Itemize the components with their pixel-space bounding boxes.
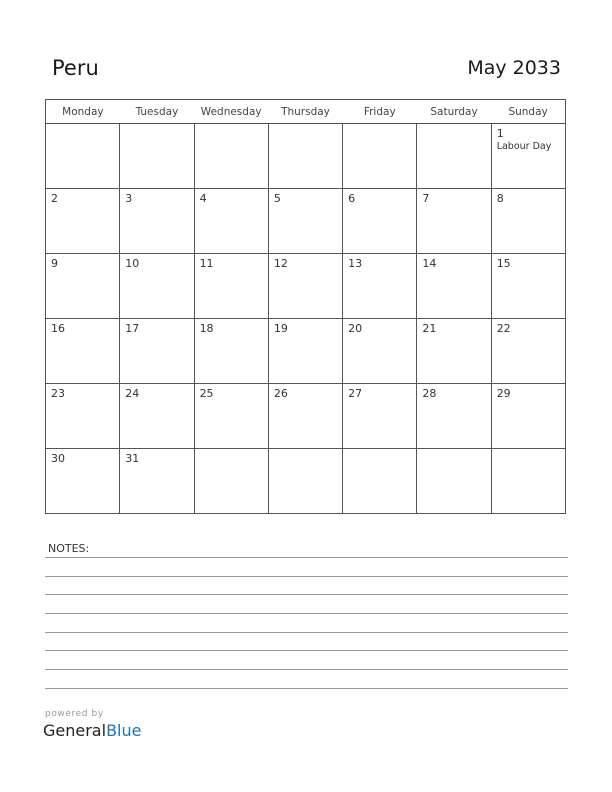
day-cell [268,449,342,514]
note-line [45,669,568,670]
day-cell [491,449,565,514]
country-title: Peru [52,56,99,80]
weekday-header: Saturday [417,100,491,124]
day-cell [120,124,194,189]
day-number: 1 [496,127,504,140]
day-number: 22 [496,322,511,335]
week-row [46,384,566,449]
day-number: 14 [422,257,437,270]
powered-by-text: powered by [45,709,104,719]
brand-blue: Blue [106,721,142,740]
day-cell [343,254,417,319]
day-cell [491,254,565,319]
day-cell [194,254,268,319]
weekday-header: Tuesday [120,100,194,124]
day-cell [46,384,120,449]
day-cell [194,384,268,449]
day-number: 30 [51,452,65,465]
day-cell [491,189,565,254]
day-cell [268,189,342,254]
note-line [45,650,568,651]
day-cell [194,124,268,189]
day-cell [491,319,565,384]
weekday-header: Thursday [268,100,342,124]
day-cell [343,384,417,449]
day-cell [417,384,491,449]
day-cell [417,449,491,514]
note-line [45,594,568,595]
day-number: 23 [51,387,65,400]
month-year-title: May 2033 [467,57,561,79]
weekday-header-row [46,100,566,124]
day-number: 9 [51,257,58,270]
day-number: 25 [199,387,214,400]
day-cell [46,189,120,254]
day-cell [417,189,491,254]
day-cell [268,319,342,384]
day-cell [343,449,417,514]
day-number: 11 [199,257,214,270]
day-number: 5 [273,192,281,205]
note-line [45,576,568,577]
day-number: 29 [496,387,511,400]
day-number: 28 [422,387,437,400]
day-cell [46,449,120,514]
day-cell [343,124,417,189]
day-cell [120,254,194,319]
day-number: 12 [273,257,288,270]
day-number: 24 [125,387,140,400]
day-cell [417,124,491,189]
day-cell [268,384,342,449]
day-number: 10 [125,257,140,270]
week-row [46,319,566,384]
day-number: 31 [125,452,140,465]
day-number: 4 [199,192,207,205]
day-cell [491,384,565,449]
day-cell [120,384,194,449]
day-cell [120,449,194,514]
day-number: 20 [348,322,363,335]
day-cell [194,319,268,384]
day-cell [417,254,491,319]
day-cell [343,319,417,384]
note-line [45,613,568,614]
day-cell [268,124,342,189]
notes-label: NOTES: [48,542,90,555]
day-cell [417,319,491,384]
week-row [46,189,566,254]
week-row [46,449,566,514]
day-number: 27 [348,387,363,400]
day-number: 3 [125,192,133,205]
day-cell [194,189,268,254]
day-cell [491,124,565,189]
weekday-header: Friday [343,100,417,124]
day-cell [268,254,342,319]
note-line [45,632,568,633]
day-cell [343,189,417,254]
day-cell [120,319,194,384]
day-number: 17 [125,322,140,335]
day-number: 19 [273,322,288,335]
day-number: 18 [199,322,214,335]
day-number: 21 [422,322,437,335]
note-line [45,688,568,689]
day-number: 15 [496,257,511,270]
note-line [45,557,568,558]
day-number: 8 [496,192,504,205]
brand-general: General [43,721,107,740]
day-number: 6 [348,192,356,205]
day-cell [46,254,120,319]
weekday-header: Wednesday [194,100,268,124]
day-number: 7 [422,192,430,205]
day-cell [46,124,120,189]
week-row [46,254,566,319]
day-cell [120,189,194,254]
calendar-grid [45,99,566,514]
day-number: 26 [273,387,288,400]
day-cell [46,319,120,384]
day-number: 2 [51,192,58,205]
day-number: 13 [348,257,363,270]
weekday-header: Monday [46,100,120,124]
day-cell [194,449,268,514]
day-number: 16 [51,322,65,335]
weekday-header: Sunday [491,100,565,124]
week-row [46,124,566,189]
holiday-label: Labour Day [496,141,552,152]
generalblue-logo[interactable] [43,721,141,740]
